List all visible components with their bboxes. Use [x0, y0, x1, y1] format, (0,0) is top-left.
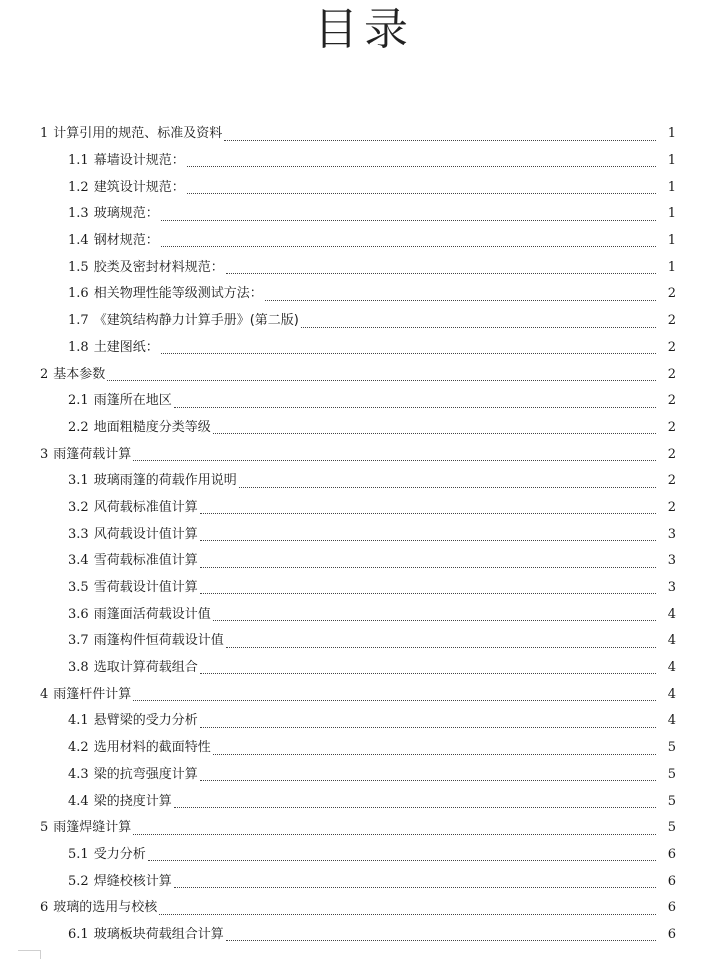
toc-entry-number: 1.4 — [68, 233, 89, 249]
toc-dot-leader — [265, 300, 656, 301]
toc-section-entry[interactable] — [0, 254, 728, 281]
toc-chapter-entry[interactable] — [0, 895, 728, 922]
toc-section-entry[interactable] — [0, 495, 728, 522]
toc-page-number: 2 — [667, 473, 676, 489]
toc-entry-title: 雨篷杆件计算 — [53, 686, 132, 702]
toc-section-entry[interactable] — [0, 575, 728, 602]
toc-dot-leader — [200, 513, 656, 514]
toc-entry-number: 2.2 — [68, 419, 89, 435]
toc-section-entry[interactable] — [0, 174, 728, 201]
toc-page-number: 4 — [667, 686, 676, 702]
toc-section-entry[interactable] — [0, 788, 728, 815]
toc-section-entry[interactable] — [0, 228, 728, 255]
toc-dot-leader — [226, 940, 656, 941]
toc-entry-number: 5.1 — [68, 846, 89, 862]
toc-dot-leader — [200, 540, 656, 541]
toc-section-entry[interactable] — [0, 708, 728, 735]
toc-dot-leader — [200, 593, 656, 594]
toc-page-number: 2 — [667, 339, 676, 355]
toc-entry-number: 1.7 — [68, 313, 89, 329]
toc-page-number: 5 — [667, 820, 676, 836]
toc-section-entry[interactable] — [0, 415, 728, 442]
toc-page-number: 6 — [667, 926, 676, 942]
toc-entry-title: 胶类及密封材料规范： — [93, 259, 224, 275]
toc-dot-leader — [161, 220, 656, 221]
toc-entry-title: 雨篷荷载计算 — [53, 446, 132, 462]
toc-chapter-entry[interactable] — [0, 441, 728, 468]
toc-page-number: 2 — [667, 499, 676, 515]
toc-chapter-entry[interactable] — [0, 681, 728, 708]
toc-entry-title: 地面粗糙度分类等级 — [93, 419, 211, 435]
toc-page-number: 2 — [667, 313, 676, 329]
toc-dot-leader — [174, 887, 656, 888]
toc-page-number: 3 — [667, 526, 676, 542]
toc-page-number: 4 — [667, 713, 676, 729]
toc-dot-leader — [239, 487, 656, 488]
toc-entry-title: 梁的挠度计算 — [93, 793, 172, 809]
toc-chapter-entry[interactable] — [0, 815, 728, 842]
toc-entry-number: 1.8 — [68, 339, 89, 355]
toc-section-entry[interactable] — [0, 148, 728, 175]
toc-entry-title: 幕墙设计规范： — [93, 153, 185, 169]
toc-entry-number: 5.2 — [68, 873, 89, 889]
toc-entry-number: 1 — [40, 126, 49, 142]
toc-entry-title: 雨篷焊缝计算 — [53, 820, 132, 836]
toc-page-number: 1 — [667, 206, 676, 222]
toc-page-number: 1 — [667, 179, 676, 195]
toc-section-entry[interactable] — [0, 281, 728, 308]
toc-entry-number: 3.4 — [68, 553, 89, 569]
toc-dot-leader — [133, 834, 656, 835]
toc-page-number: 3 — [667, 580, 676, 596]
toc-dot-leader — [133, 460, 656, 461]
toc-entry-number: 3.1 — [68, 473, 89, 489]
toc-section-entry[interactable] — [0, 308, 728, 335]
toc-entry-number: 1.6 — [68, 286, 89, 302]
toc-page-number: 4 — [667, 633, 676, 649]
toc-section-entry[interactable] — [0, 655, 728, 682]
toc-entry-number: 3.6 — [68, 606, 89, 622]
toc-dot-leader — [200, 727, 656, 728]
toc-entry-title: 受力分析 — [93, 846, 146, 862]
toc-section-entry[interactable] — [0, 601, 728, 628]
toc-entry-number: 1.2 — [68, 179, 89, 195]
toc-page-number: 2 — [667, 446, 676, 462]
toc-page-number: 2 — [667, 366, 676, 382]
toc-chapter-entry[interactable] — [0, 121, 728, 148]
toc-dot-leader — [226, 647, 656, 648]
toc-section-entry[interactable] — [0, 468, 728, 495]
toc-page-number: 1 — [667, 233, 676, 249]
toc-dot-leader — [213, 433, 656, 434]
toc-entry-title: 基本参数 — [53, 366, 106, 382]
toc-page-number: 2 — [667, 393, 676, 409]
toc-page-number: 1 — [667, 153, 676, 169]
toc-section-entry[interactable] — [0, 868, 728, 895]
toc-dot-leader — [200, 780, 656, 781]
toc-entry-title: 计算引用的规范、标准及资料 — [53, 126, 223, 142]
toc-entry-number: 6 — [40, 900, 49, 916]
toc-entry-number: 1.5 — [68, 259, 89, 275]
toc-section-entry[interactable] — [0, 548, 728, 575]
toc-page-number: 3 — [667, 553, 676, 569]
toc-page-number: 5 — [667, 766, 676, 782]
toc-dot-leader — [174, 407, 656, 408]
toc-entry-number: 6.1 — [68, 926, 89, 942]
toc-entry-number: 3 — [40, 446, 49, 462]
toc-page-number: 5 — [667, 793, 676, 809]
toc-entry-number: 2 — [40, 366, 49, 382]
toc-dot-leader — [159, 914, 656, 915]
toc-entry-title: 焊缝校核计算 — [93, 873, 172, 889]
toc-entry-title: 钢材规范： — [93, 233, 159, 249]
toc-section-entry[interactable] — [0, 201, 728, 228]
toc-section-entry[interactable] — [0, 842, 728, 869]
toc-entry-number: 4.3 — [68, 766, 89, 782]
toc-entry-title: 《建筑结构静力计算手册》(第二版) — [93, 313, 299, 329]
toc-chapter-entry[interactable] — [0, 361, 728, 388]
toc-entry-title: 玻璃雨篷的荷载作用说明 — [93, 473, 237, 489]
toc-page-number: 4 — [667, 606, 676, 622]
toc-entry-title: 风荷载设计值计算 — [93, 526, 198, 542]
toc-dot-leader — [187, 166, 656, 167]
toc-entry-title: 雨篷构件恒荷载设计值 — [93, 633, 224, 649]
toc-section-entry[interactable] — [0, 335, 728, 362]
toc-dot-leader — [107, 380, 656, 381]
toc-page-number: 1 — [667, 259, 676, 275]
toc-page-number: 2 — [667, 286, 676, 302]
table-of-contents — [0, 121, 728, 948]
document-title: 目录 — [314, 4, 414, 55]
toc-entry-title: 玻璃的选用与校核 — [53, 900, 158, 916]
toc-entry-number: 1.1 — [68, 153, 89, 169]
toc-page-number: 6 — [667, 900, 676, 916]
toc-entry-title: 玻璃板块荷载组合计算 — [93, 926, 224, 942]
toc-entry-number: 3.2 — [68, 499, 89, 515]
toc-section-entry[interactable] — [0, 762, 728, 789]
toc-entry-title: 雪荷载设计值计算 — [93, 580, 198, 596]
toc-dot-leader — [161, 246, 656, 247]
toc-entry-title: 梁的抗弯强度计算 — [93, 766, 198, 782]
toc-page-number: 6 — [667, 846, 676, 862]
toc-dot-leader — [133, 700, 656, 701]
toc-dot-leader — [200, 673, 656, 674]
toc-entry-number: 3.3 — [68, 526, 89, 542]
toc-entry-number: 4.4 — [68, 793, 89, 809]
toc-page-number: 4 — [667, 660, 676, 676]
toc-dot-leader — [213, 754, 656, 755]
toc-dot-leader — [213, 620, 656, 621]
toc-entry-number: 4.2 — [68, 740, 89, 756]
toc-section-entry[interactable] — [0, 922, 728, 949]
toc-dot-leader — [200, 567, 656, 568]
toc-entry-title: 玻璃规范： — [93, 206, 159, 222]
toc-dot-leader — [301, 327, 656, 328]
toc-dot-leader — [148, 860, 656, 861]
toc-entry-number: 4 — [40, 686, 49, 702]
toc-entry-title: 雨篷所在地区 — [93, 393, 172, 409]
toc-page-number: 5 — [667, 740, 676, 756]
toc-entry-title: 悬臂梁的受力分析 — [93, 713, 198, 729]
toc-dot-leader — [226, 273, 656, 274]
toc-section-entry[interactable] — [0, 628, 728, 655]
toc-entry-title: 建筑设计规范： — [93, 179, 185, 195]
toc-entry-number: 4.1 — [68, 713, 89, 729]
toc-section-entry[interactable] — [0, 521, 728, 548]
toc-entry-title: 相关物理性能等级测试方法： — [93, 286, 263, 302]
toc-dot-leader — [224, 140, 656, 141]
toc-entry-number: 3.8 — [68, 660, 89, 676]
toc-entry-number: 1.3 — [68, 206, 89, 222]
toc-entry-title: 雨篷面活荷载设计值 — [93, 606, 211, 622]
toc-entry-number: 3.7 — [68, 633, 89, 649]
toc-entry-title: 土建图纸： — [93, 339, 159, 355]
toc-entry-number: 3.5 — [68, 580, 89, 596]
toc-entry-title: 选取计算荷载组合 — [93, 660, 198, 676]
toc-section-entry[interactable] — [0, 388, 728, 415]
toc-page-number: 6 — [667, 873, 676, 889]
toc-section-entry[interactable] — [0, 735, 728, 762]
toc-dot-leader — [187, 193, 656, 194]
toc-entry-title: 选用材料的截面特性 — [93, 740, 211, 756]
toc-page-number: 2 — [667, 419, 676, 435]
toc-entry-title: 雪荷载标准值计算 — [93, 553, 198, 569]
toc-page-number: 1 — [667, 126, 676, 142]
toc-entry-number: 2.1 — [68, 393, 89, 409]
toc-dot-leader — [161, 353, 656, 354]
toc-entry-title: 风荷载标准值计算 — [93, 499, 198, 515]
toc-entry-number: 5 — [40, 820, 49, 836]
toc-dot-leader — [174, 807, 656, 808]
